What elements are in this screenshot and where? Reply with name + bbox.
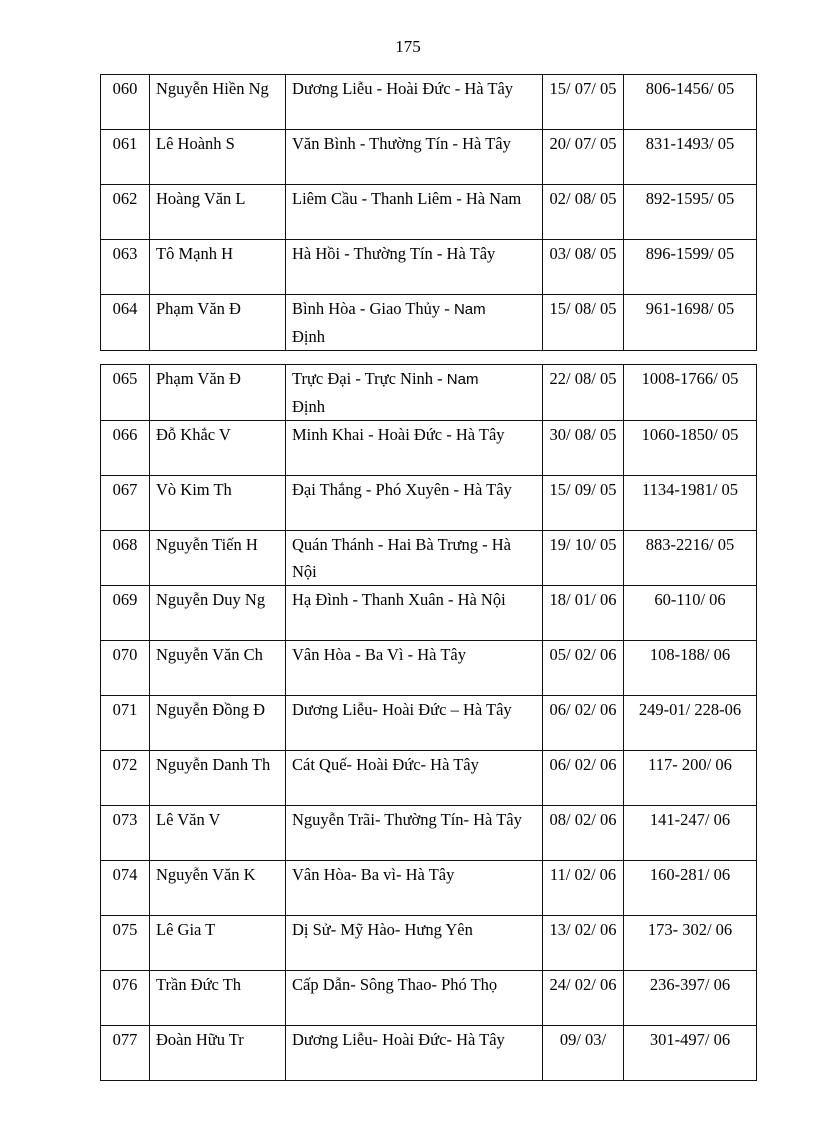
address: Nguyễn Trãi- Thường Tín- Hà Tây [286, 806, 543, 861]
date: 15/ 08/ 05 [543, 295, 624, 351]
date: 13/ 02/ 06 [543, 916, 624, 971]
reference-number: 160-281/ 06 [624, 861, 757, 916]
date: 05/ 02/ 06 [543, 641, 624, 696]
table-row [101, 916, 757, 971]
date: 09/ 03/ [543, 1026, 624, 1081]
person-name: Nguyễn Tiến H [150, 531, 286, 586]
row-id: 061 [101, 130, 150, 185]
reference-number: 249-01/ 228-06 [624, 696, 757, 751]
date: 08/ 02/ 06 [543, 806, 624, 861]
row-id: 065 [101, 365, 150, 421]
row-id: 072 [101, 751, 150, 806]
person-name: Hoàng Văn L [150, 185, 286, 240]
date: 15/ 07/ 05 [543, 75, 624, 130]
table-row [101, 421, 757, 476]
person-name: Phạm Văn Đ [150, 365, 286, 421]
date: 15/ 09/ 05 [543, 476, 624, 531]
person-name: Tô Mạnh H [150, 240, 286, 295]
person-name: Lê Gia T [150, 916, 286, 971]
person-name: Nguyễn Hiền Ng [150, 75, 286, 130]
person-name: Đỗ Khắc V [150, 421, 286, 476]
row-id: 060 [101, 75, 150, 130]
reference-number: 1134-1981/ 05 [624, 476, 757, 531]
address: Hạ Đình - Thanh Xuân - Hà Nội [286, 586, 543, 641]
table-row [101, 861, 757, 916]
address: Hà Hồi - Thường Tín - Hà Tây [286, 240, 543, 295]
date: 22/ 08/ 05 [543, 365, 624, 421]
reference-number: 892-1595/ 05 [624, 185, 757, 240]
table-row [101, 240, 757, 295]
person-name: Lê Văn V [150, 806, 286, 861]
reference-number: 301-497/ 06 [624, 1026, 757, 1081]
address: Văn Bình - Thường Tín - Hà Tây [286, 130, 543, 185]
row-id: 076 [101, 971, 150, 1026]
row-id: 071 [101, 696, 150, 751]
row-id: 063 [101, 240, 150, 295]
table-row [101, 696, 757, 751]
address: Dương Liễu- Hoài Đức- Hà Tây [286, 1026, 543, 1081]
address: Cấp Dẫn- Sông Thao- Phó Thọ [286, 971, 543, 1026]
person-name: Vò Kim Th [150, 476, 286, 531]
address-tail: Định [292, 397, 325, 416]
address: Minh Khai - Hoài Đức - Hà Tây [286, 421, 543, 476]
row-id: 066 [101, 421, 150, 476]
row-id: 062 [101, 185, 150, 240]
person-name: Nguyễn Đồng Đ [150, 696, 286, 751]
address-main: Bình Hòa - Giao Thủy - [292, 299, 454, 318]
date: 18/ 01/ 06 [543, 586, 624, 641]
reference-number: 831-1493/ 05 [624, 130, 757, 185]
address [286, 295, 543, 351]
table-row [101, 971, 757, 1026]
address-suffix: Nam [446, 371, 479, 388]
person-name: Phạm Văn Đ [150, 295, 286, 351]
table-row [101, 1026, 757, 1081]
records-table-1 [100, 74, 757, 351]
reference-number: 1008-1766/ 05 [624, 365, 757, 421]
address-suffix: Nam [453, 301, 486, 318]
table-row [101, 806, 757, 861]
address [286, 365, 543, 421]
table-row [101, 185, 757, 240]
address-main: Trực Đại - Trực Ninh - [292, 369, 447, 388]
reference-number: 173- 302/ 06 [624, 916, 757, 971]
reference-number: 806-1456/ 05 [624, 75, 757, 130]
address: Dương Liễu- Hoài Đức – Hà Tây [286, 696, 543, 751]
page-number: 175 [395, 37, 421, 56]
date: 20/ 07/ 05 [543, 130, 624, 185]
row-id: 067 [101, 476, 150, 531]
person-name: Đoàn Hữu Tr [150, 1026, 286, 1081]
address: Quán Thánh - Hai Bà Trưng - Hà Nội [286, 531, 543, 586]
table-row [101, 295, 757, 351]
address: Dương Liễu - Hoài Đức - Hà Tây [286, 75, 543, 130]
date: 02/ 08/ 05 [543, 185, 624, 240]
row-id: 073 [101, 806, 150, 861]
reference-number: 236-397/ 06 [624, 971, 757, 1026]
table-row [101, 130, 757, 185]
reference-number: 961-1698/ 05 [624, 295, 757, 351]
address: Liêm Cầu - Thanh Liêm - Hà Nam [286, 185, 543, 240]
date: 06/ 02/ 06 [543, 751, 624, 806]
row-id: 074 [101, 861, 150, 916]
table-row [101, 365, 757, 421]
person-name: Trần Đức Th [150, 971, 286, 1026]
person-name: Lê Hoành S [150, 130, 286, 185]
table-row [101, 531, 757, 586]
row-id: 068 [101, 531, 150, 586]
date: 03/ 08/ 05 [543, 240, 624, 295]
row-id: 064 [101, 295, 150, 351]
reference-number: 896-1599/ 05 [624, 240, 757, 295]
address-tail: Định [292, 327, 325, 346]
person-name: Nguyễn Duy Ng [150, 586, 286, 641]
address: Vân Hòa- Ba vì- Hà Tây [286, 861, 543, 916]
table-row [101, 641, 757, 696]
date: 06/ 02/ 06 [543, 696, 624, 751]
reference-number: 883-2216/ 05 [624, 531, 757, 586]
date: 11/ 02/ 06 [543, 861, 624, 916]
person-name: Nguyễn Văn Ch [150, 641, 286, 696]
address: Vân Hòa - Ba Vì - Hà Tây [286, 641, 543, 696]
reference-number: 117- 200/ 06 [624, 751, 757, 806]
address: Dị Sử- Mỹ Hào- Hưng Yên [286, 916, 543, 971]
person-name: Nguyễn Danh Th [150, 751, 286, 806]
table-row [101, 75, 757, 130]
date: 19/ 10/ 05 [543, 531, 624, 586]
row-id: 069 [101, 586, 150, 641]
table-row [101, 476, 757, 531]
row-id: 075 [101, 916, 150, 971]
records-table-2 [100, 364, 757, 1081]
reference-number: 1060-1850/ 05 [624, 421, 757, 476]
person-name: Nguyễn Văn K [150, 861, 286, 916]
table-row [101, 751, 757, 806]
date: 30/ 08/ 05 [543, 421, 624, 476]
row-id: 077 [101, 1026, 150, 1081]
address: Đại Thắng - Phó Xuyên - Hà Tây [286, 476, 543, 531]
address: Cát Quế- Hoài Đức- Hà Tây [286, 751, 543, 806]
reference-number: 108-188/ 06 [624, 641, 757, 696]
reference-number: 141-247/ 06 [624, 806, 757, 861]
table-row [101, 586, 757, 641]
row-id: 070 [101, 641, 150, 696]
date: 24/ 02/ 06 [543, 971, 624, 1026]
reference-number: 60-110/ 06 [624, 586, 757, 641]
